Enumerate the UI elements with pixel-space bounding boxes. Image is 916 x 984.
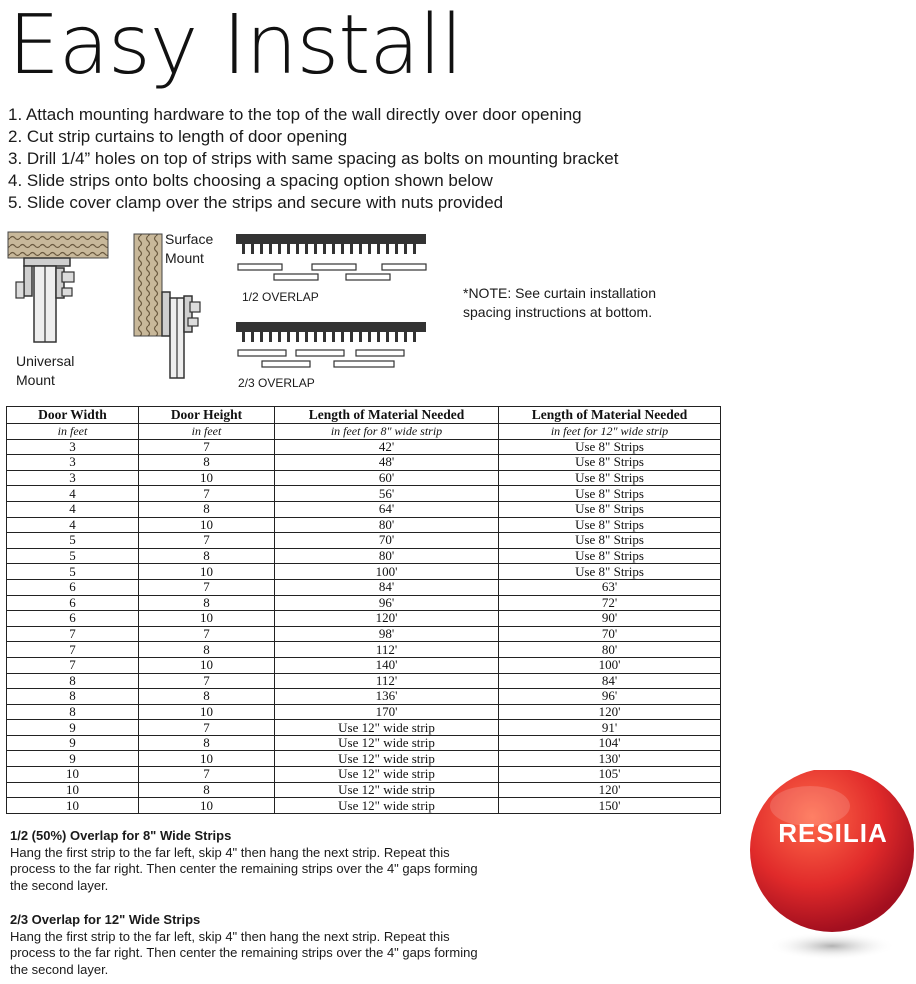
table-cell: 104' (499, 735, 721, 751)
table-cell: 8 (139, 689, 275, 705)
table-cell: 8 (139, 455, 275, 471)
table-row (7, 689, 721, 705)
table-cell: 136' (275, 689, 499, 705)
page-title: Easy Install (8, 0, 463, 93)
table-cell: 10 (139, 517, 275, 533)
table-row (7, 439, 721, 455)
column-subheader: in feet for 8" wide strip (275, 424, 499, 440)
table-cell: 10 (7, 798, 139, 814)
table-cell: 6 (7, 595, 139, 611)
table-row (7, 595, 721, 611)
table-row (7, 470, 721, 486)
table-cell: Use 8" Strips (499, 501, 721, 517)
table-cell: 7 (7, 657, 139, 673)
table-cell: 10 (139, 611, 275, 627)
table-cell: 112' (275, 673, 499, 689)
table-cell: 6 (7, 579, 139, 595)
logo-text: RESILIA (778, 818, 888, 848)
step-item: 4. Slide strips onto bolts choosing a spacing option shown below (8, 171, 493, 190)
table-cell: 42' (275, 439, 499, 455)
table-cell: 6 (7, 611, 139, 627)
table-cell: 7 (139, 533, 275, 549)
table-cell: 63' (499, 579, 721, 595)
table-row (7, 579, 721, 595)
column-header: Length of Material Needed (499, 407, 721, 424)
table-cell: 10 (7, 767, 139, 783)
table-cell: 64' (275, 501, 499, 517)
table-cell: 10 (139, 657, 275, 673)
table-cell: Use 12" wide strip (275, 720, 499, 736)
column-subheader: in feet (7, 424, 139, 440)
table-cell: 84' (275, 579, 499, 595)
table-cell: 48' (275, 455, 499, 471)
table-row (7, 455, 721, 471)
table-header-row (7, 407, 721, 424)
table-cell: 140' (275, 657, 499, 673)
table-row (7, 782, 721, 798)
table-cell: Use 8" Strips (499, 470, 721, 486)
table-row (7, 720, 721, 736)
resilia-logo (748, 770, 916, 970)
instructions-line: the second layer. (10, 961, 109, 977)
table-cell: Use 12" wide strip (275, 798, 499, 814)
table-cell: 70' (499, 626, 721, 642)
universal-mount-diagram (8, 232, 108, 342)
surface-mount-label: Surface Mount (165, 231, 214, 266)
step-item: 1. Attach mounting hardware to the top of the wall directly over door opening (8, 105, 582, 124)
table-row (7, 735, 721, 751)
table-cell: Use 8" Strips (499, 548, 721, 564)
step-item: 2. Cut strip curtains to length of door opening (8, 127, 348, 146)
table-cell: 10 (139, 470, 275, 486)
table-cell: 8 (7, 689, 139, 705)
table-cell: Use 12" wide strip (275, 782, 499, 798)
mounting-diagrams (0, 226, 916, 396)
column-header: Door Height (139, 407, 275, 424)
table-cell: 7 (139, 720, 275, 736)
instructions-heading: 1/2 (50%) Overlap for 8" Wide Strips (10, 828, 232, 843)
table-cell: 100' (499, 657, 721, 673)
table-cell: 3 (7, 470, 139, 486)
installation-note: *NOTE: See curtain installation spacing instructions at bottom. (463, 285, 656, 320)
step-item: 3. Drill 1/4” holes on top of strips with same spacing as bolts on mounting bracket (8, 149, 619, 168)
table-cell: 4 (7, 486, 139, 502)
table-cell: 10 (139, 798, 275, 814)
table-cell: 150' (499, 798, 721, 814)
table-cell: 7 (7, 642, 139, 658)
table-row (7, 548, 721, 564)
table-cell: 80' (275, 548, 499, 564)
table-row (7, 704, 721, 720)
table-cell: 4 (7, 501, 139, 517)
table-cell: Use 8" Strips (499, 517, 721, 533)
column-subheader: in feet for 12" wide strip (499, 424, 721, 440)
table-row (7, 611, 721, 627)
table-cell: 80' (499, 642, 721, 658)
table-cell: 8 (139, 642, 275, 658)
table-cell: 7 (139, 439, 275, 455)
column-subheader: in feet (139, 424, 275, 440)
instructions-line: Hang the first strip to the far left, skip 4" then hang the next strip. Repeat this (10, 928, 450, 944)
table-cell: 72' (499, 595, 721, 611)
table-row (7, 501, 721, 517)
table-cell: 4 (7, 517, 139, 533)
instructions-heading: 2/3 Overlap for 12" Wide Strips (10, 912, 201, 927)
table-cell: 70' (275, 533, 499, 549)
table-cell: 10 (139, 751, 275, 767)
column-header: Door Width (7, 407, 139, 424)
table-cell: 8 (139, 548, 275, 564)
table-cell: 96' (275, 595, 499, 611)
table-cell: 90' (499, 611, 721, 627)
table-cell: 100' (275, 564, 499, 580)
install-steps (8, 104, 618, 214)
two-thirds-overlap-label: 2/3 OVERLAP (238, 376, 315, 390)
table-row (7, 564, 721, 580)
table-cell: 5 (7, 564, 139, 580)
table-cell: 8 (7, 704, 139, 720)
table-cell: 56' (275, 486, 499, 502)
table-cell: 5 (7, 533, 139, 549)
table-cell: 10 (7, 782, 139, 798)
table-cell: 8 (139, 782, 275, 798)
table-cell: Use 12" wide strip (275, 735, 499, 751)
universal-mount-label: Universal Mount (16, 353, 75, 388)
table-cell: 3 (7, 455, 139, 471)
table-row (7, 673, 721, 689)
table-row (7, 517, 721, 533)
instructions-line: process to the far right. Then center the remaining strips over the 4" gaps forming (10, 861, 478, 876)
table-cell: Use 8" Strips (499, 533, 721, 549)
table-cell: 3 (7, 439, 139, 455)
table-cell: 120' (499, 782, 721, 798)
table-cell: 120' (275, 611, 499, 627)
table-cell: 8 (139, 501, 275, 517)
table-cell: 5 (7, 548, 139, 564)
two-thirds-overlap-instructions (10, 912, 580, 978)
table-row (7, 767, 721, 783)
table-cell: 10 (139, 704, 275, 720)
half-overlap-label: 1/2 OVERLAP (242, 290, 319, 304)
half-overlap-diagram (236, 234, 426, 280)
table-row (7, 657, 721, 673)
table-cell: 9 (7, 751, 139, 767)
table-cell: 9 (7, 720, 139, 736)
instructions-line: process to the far right. Then center the remaining strips over the 4" gaps forming (10, 945, 478, 960)
table-row (7, 533, 721, 549)
table-cell: 7 (139, 579, 275, 595)
table-row (7, 626, 721, 642)
table-cell: 10 (139, 564, 275, 580)
table-cell: Use 12" wide strip (275, 751, 499, 767)
table-cell: 7 (139, 673, 275, 689)
table-cell: Use 8" Strips (499, 455, 721, 471)
table-cell: 7 (139, 486, 275, 502)
table-cell: Use 8" Strips (499, 564, 721, 580)
instructions-line: Hang the first strip to the far left, skip 4" then hang the next strip. Repeat this (10, 844, 450, 860)
table-row (7, 751, 721, 767)
table-cell: Use 12" wide strip (275, 767, 499, 783)
table-cell: 80' (275, 517, 499, 533)
table-row (7, 798, 721, 814)
table-cell: 96' (499, 689, 721, 705)
table-row (7, 642, 721, 658)
material-table (6, 406, 721, 814)
table-cell: 7 (139, 626, 275, 642)
table-cell: 8 (139, 595, 275, 611)
half-overlap-instructions (10, 828, 580, 894)
table-cell: 60' (275, 470, 499, 486)
table-cell: 84' (499, 673, 721, 689)
step-item: 5. Slide cover clamp over the strips and secure with nuts provided (8, 193, 504, 212)
table-cell: 8 (7, 673, 139, 689)
table-cell: 130' (499, 751, 721, 767)
table-cell: Use 8" Strips (499, 439, 721, 455)
table-cell: 98' (275, 626, 499, 642)
table-cell: 170' (275, 704, 499, 720)
table-cell: 7 (7, 626, 139, 642)
instructions-line: the second layer. (10, 877, 109, 893)
table-cell: 8 (139, 735, 275, 751)
two-thirds-overlap-diagram (236, 322, 426, 367)
table-subheader-row (7, 424, 721, 440)
table-cell: 91' (499, 720, 721, 736)
mounting-illustration (0, 226, 916, 396)
table-cell: 105' (499, 767, 721, 783)
table-row (7, 486, 721, 502)
table-cell: Use 8" Strips (499, 486, 721, 502)
column-header: Length of Material Needed (275, 407, 499, 424)
table-cell: 112' (275, 642, 499, 658)
table-cell: 7 (139, 767, 275, 783)
table-cell: 120' (499, 704, 721, 720)
logo-sphere (748, 770, 916, 970)
table-cell: 9 (7, 735, 139, 751)
